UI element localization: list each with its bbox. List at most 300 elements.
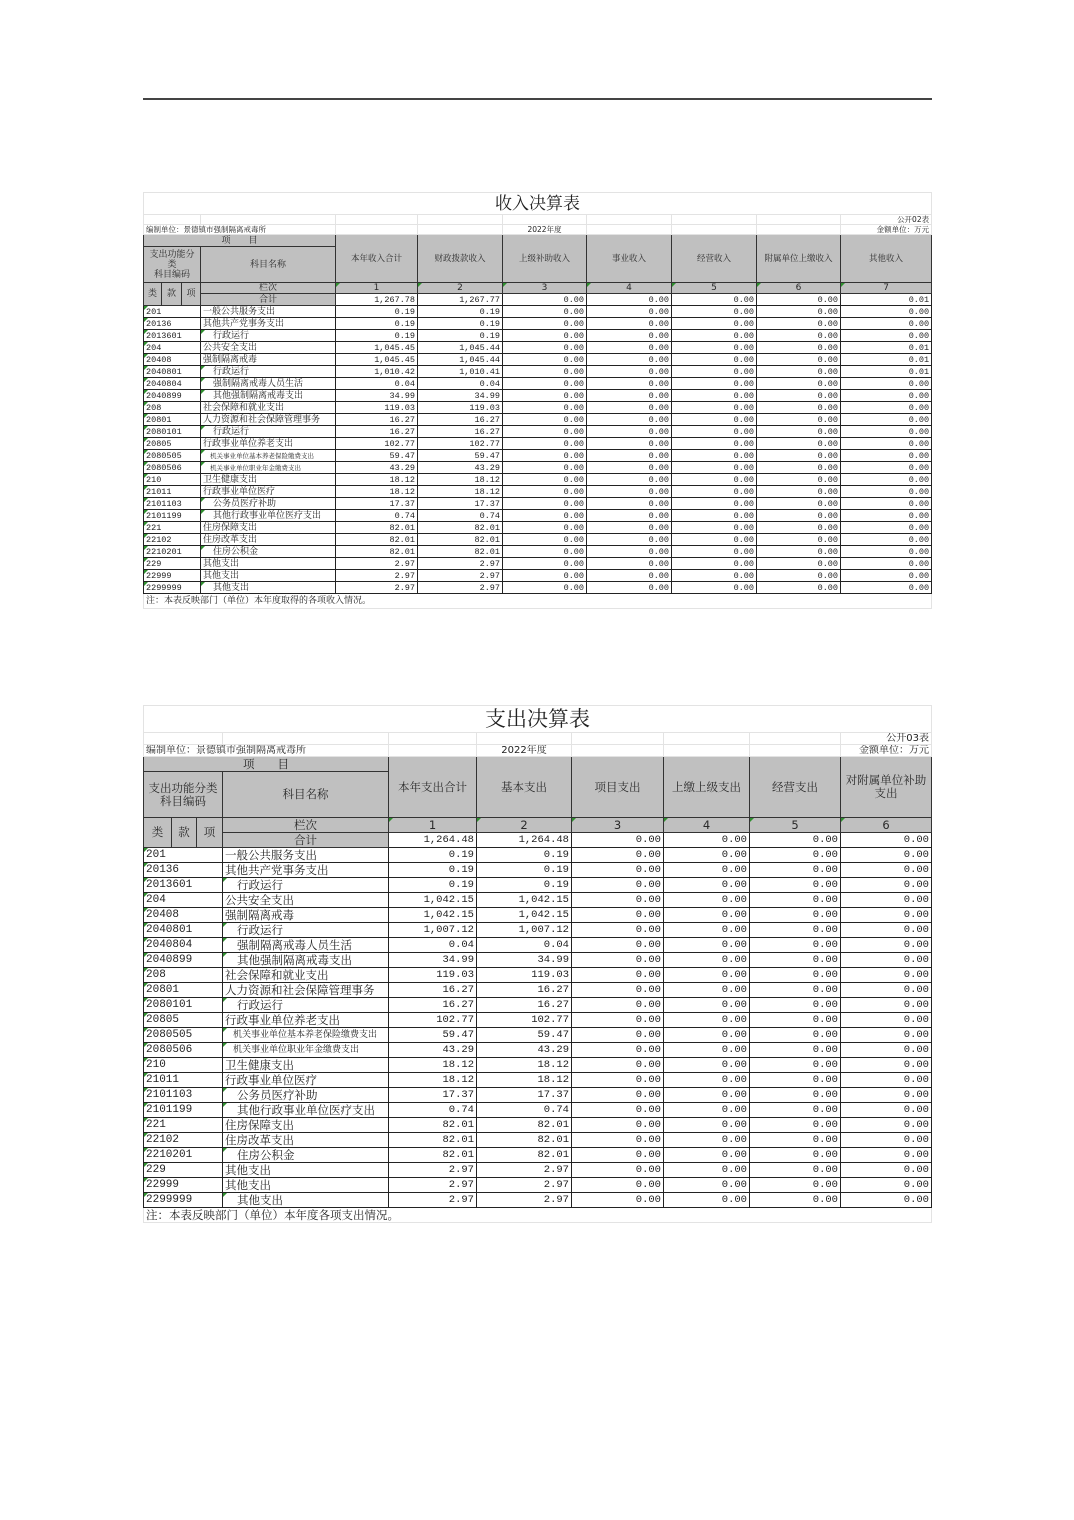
amount-cell: 0.00 [672, 570, 757, 582]
amount-cell: 1,010.42 [336, 366, 418, 378]
amount-cell: 0.00 [750, 878, 841, 893]
amount-cell: 2.97 [418, 570, 503, 582]
subject-code: 2101103 [144, 498, 201, 510]
amount-cell: 0.00 [750, 1043, 841, 1058]
amount-cell: 0.00 [587, 306, 672, 318]
amount-cell: 0.00 [841, 1133, 932, 1148]
amount-cell: 0.19 [389, 878, 477, 893]
amount-cell: 0.19 [336, 318, 418, 330]
amount-cell: 0.00 [572, 1163, 664, 1178]
amount-cell: 0.00 [503, 330, 587, 342]
total-value: 1,264.48 [477, 833, 572, 848]
amount-cell: 0.00 [757, 402, 841, 414]
table-row [144, 318, 932, 330]
amount-cell: 0.00 [572, 923, 664, 938]
amount-cell: 0.00 [750, 1088, 841, 1103]
amount-cell: 0.00 [841, 953, 932, 968]
table-row [144, 1028, 932, 1043]
table-note: 注：本表反映部门（单位）本年度各项支出情况。 [144, 1208, 932, 1223]
amount-cell: 0.00 [841, 893, 932, 908]
amount-cell: 0.00 [503, 570, 587, 582]
amount-cell: 0.00 [572, 863, 664, 878]
table-row [144, 426, 932, 438]
amount-cell: 2.97 [477, 1193, 572, 1208]
subject-name: 社会保障和就业支出 [223, 968, 389, 983]
amount-cell: 0.00 [587, 390, 672, 402]
column-number: 6 [757, 283, 841, 294]
amount-cell: 0.19 [477, 848, 572, 863]
amount-cell: 18.12 [336, 474, 418, 486]
blank-cell [757, 225, 841, 235]
table-row [144, 1193, 932, 1208]
item-sub-header: 项 [182, 283, 201, 306]
amount-cell: 0.00 [587, 366, 672, 378]
column-number: 7 [841, 283, 932, 294]
form-number: 公开02表 [841, 215, 932, 225]
amount-cell: 0.00 [757, 450, 841, 462]
amount-cell: 0.00 [572, 983, 664, 998]
amount-cell: 0.00 [587, 558, 672, 570]
table-row [144, 438, 932, 450]
amount-cell: 0.00 [672, 402, 757, 414]
subject-name: 强制隔离戒毒 [201, 354, 336, 366]
column-number: 1 [389, 818, 477, 833]
amount-cell: 1,045.45 [336, 342, 418, 354]
amount-cell: 119.03 [418, 402, 503, 414]
amount-cell: 0.00 [841, 534, 932, 546]
subject-name: 住房保障支出 [223, 1118, 389, 1133]
amount-cell: 0.00 [841, 570, 932, 582]
amount-cell: 0.74 [389, 1103, 477, 1118]
amount-cell: 0.00 [503, 378, 587, 390]
column-header: 上级补助收入 [503, 235, 587, 283]
amount-cell: 0.00 [841, 1148, 932, 1163]
table-row [144, 366, 932, 378]
amount-cell: 0.00 [572, 908, 664, 923]
subject-name: 强制隔离戒毒人员生活 [201, 378, 336, 390]
table-row [144, 450, 932, 462]
subject-name: 行政运行 [201, 330, 336, 342]
blank-cell [664, 733, 750, 745]
subject-code: 20801 [144, 414, 201, 426]
subject-name: 其他支出 [223, 1178, 389, 1193]
subject-code: 204 [144, 893, 223, 908]
blank-cell [223, 733, 389, 745]
code-group-header: 支出功能分类 科目编码 [144, 247, 201, 283]
amount-cell: 0.00 [841, 546, 932, 558]
expenditure-statement [143, 705, 931, 1223]
subject-code: 201 [144, 848, 223, 863]
amount-cell: 0.00 [841, 908, 932, 923]
amount-cell: 0.00 [503, 582, 587, 594]
amount-cell: 0.00 [750, 923, 841, 938]
amount-cell: 0.00 [757, 510, 841, 522]
table-row [144, 378, 932, 390]
subject-name: 行政运行 [223, 878, 389, 893]
amount-cell: 0.00 [841, 1118, 932, 1133]
column-header: 对附属单位补助支出 [841, 757, 932, 818]
table-row [144, 342, 932, 354]
blank-cell [477, 733, 572, 745]
table-row [144, 558, 932, 570]
amount-cell: 0.00 [841, 878, 932, 893]
amount-cell: 0.00 [757, 438, 841, 450]
amount-cell: 0.00 [503, 534, 587, 546]
table-row [144, 498, 932, 510]
amount-cell: 0.00 [503, 390, 587, 402]
subject-code: 229 [144, 558, 201, 570]
amount-cell: 0.00 [664, 923, 750, 938]
blank-cell [750, 745, 841, 757]
amount-cell: 17.37 [477, 1088, 572, 1103]
column-header: 上缴上级支出 [664, 757, 750, 818]
amount-cell: 2.97 [477, 1178, 572, 1193]
subject-code: 221 [144, 522, 201, 534]
amount-cell: 0.00 [587, 462, 672, 474]
amount-cell: 17.37 [336, 498, 418, 510]
subject-name: 人力资源和社会保障管理事务 [223, 983, 389, 998]
table-row [144, 570, 932, 582]
amount-cell: 2.97 [336, 558, 418, 570]
subject-name: 行政运行 [223, 998, 389, 1013]
amount-cell: 82.01 [336, 522, 418, 534]
amount-cell: 0.00 [672, 498, 757, 510]
amount-cell: 0.00 [572, 1028, 664, 1043]
blank-cell [389, 745, 477, 757]
subject-code: 2210201 [144, 1148, 223, 1163]
amount-cell: 0.00 [572, 1148, 664, 1163]
amount-cell: 2.97 [389, 1193, 477, 1208]
amount-cell: 1,042.15 [389, 908, 477, 923]
amount-cell: 0.00 [841, 558, 932, 570]
amount-cell: 0.00 [750, 1163, 841, 1178]
amount-cell: 0.01 [841, 342, 932, 354]
subject-code: 22999 [144, 570, 201, 582]
amount-cell: 82.01 [389, 1118, 477, 1133]
column-number-label: 栏次 [201, 283, 336, 294]
amount-cell: 1,042.15 [477, 893, 572, 908]
table-row [144, 968, 932, 983]
amount-cell: 1,045.44 [418, 354, 503, 366]
subject-code: 2040899 [144, 390, 201, 402]
amount-cell: 82.01 [418, 522, 503, 534]
table-row [144, 582, 932, 594]
amount-cell: 0.00 [587, 378, 672, 390]
subject-name: 公务员医疗补助 [201, 498, 336, 510]
amount-cell: 0.00 [750, 1103, 841, 1118]
subject-code: 2040899 [144, 953, 223, 968]
table-row [144, 462, 932, 474]
amount-cell: 0.00 [503, 414, 587, 426]
amount-cell: 0.00 [750, 1013, 841, 1028]
subject-name: 行政事业单位养老支出 [201, 438, 336, 450]
amount-cell: 18.12 [477, 1073, 572, 1088]
amount-cell: 0.00 [841, 1163, 932, 1178]
amount-cell: 0.00 [750, 1073, 841, 1088]
amount-cell: 0.00 [841, 426, 932, 438]
subject-name: 其他支出 [201, 570, 336, 582]
subject-name: 行政运行 [201, 426, 336, 438]
table-title: 支出决算表 [144, 706, 932, 733]
column-header: 附属单位上缴收入 [757, 235, 841, 283]
amount-cell: 0.00 [572, 1178, 664, 1193]
blank-cell [144, 215, 201, 225]
amount-cell: 0.00 [841, 390, 932, 402]
amount-cell: 0.00 [587, 318, 672, 330]
amount-cell: 18.12 [336, 486, 418, 498]
table-row [144, 510, 932, 522]
subject-code: 210 [144, 1058, 223, 1073]
amount-cell: 0.00 [757, 378, 841, 390]
subject-code: 2101103 [144, 1088, 223, 1103]
subject-code: 20136 [144, 318, 201, 330]
subject-name: 其他支出 [223, 1193, 389, 1208]
amount-cell: 0.04 [389, 938, 477, 953]
amount-cell: 0.00 [841, 438, 932, 450]
amount-cell: 0.00 [750, 1058, 841, 1073]
amount-cell: 0.00 [664, 878, 750, 893]
amount-cell: 0.01 [841, 366, 932, 378]
amount-cell: 0.00 [587, 486, 672, 498]
column-header: 项目支出 [572, 757, 664, 818]
total-value: 0.00 [587, 294, 672, 306]
column-header: 其他收入 [841, 235, 932, 283]
amount-cell: 0.01 [841, 354, 932, 366]
subject-name: 住房公积金 [201, 546, 336, 558]
amount-cell: 0.00 [587, 450, 672, 462]
amount-cell: 18.12 [418, 486, 503, 498]
table-row [144, 354, 932, 366]
amount-cell: 0.00 [572, 878, 664, 893]
subject-code: 204 [144, 342, 201, 354]
amount-cell: 102.77 [418, 438, 503, 450]
amount-cell: 0.00 [672, 474, 757, 486]
amount-cell: 0.00 [503, 318, 587, 330]
subject-name: 其他共产党事务支出 [201, 318, 336, 330]
subject-code: 201 [144, 306, 201, 318]
column-number: 2 [418, 283, 503, 294]
subject-code: 20805 [144, 438, 201, 450]
subject-code: 2040801 [144, 923, 223, 938]
subject-name: 公共安全支出 [223, 893, 389, 908]
subject-code: 2080506 [144, 462, 201, 474]
amount-cell: 0.00 [672, 330, 757, 342]
subject-code: 2040801 [144, 366, 201, 378]
compiling-unit: 编制单位：景德镇市强制隔离戒毒所 [144, 745, 389, 757]
header-rule [143, 98, 932, 100]
total-label: 合计 [223, 833, 389, 848]
amount-cell: 0.00 [841, 1193, 932, 1208]
amount-cell: 0.00 [757, 486, 841, 498]
subject-name: 其他支出 [201, 582, 336, 594]
blank-cell [757, 215, 841, 225]
table-row [144, 998, 932, 1013]
name-header: 科目名称 [201, 247, 336, 283]
amount-cell: 0.00 [587, 570, 672, 582]
column-header: 经营支出 [750, 757, 841, 818]
subject-name: 机关事业单位职业年金缴费支出 [201, 462, 336, 474]
amount-cell: 0.00 [587, 546, 672, 558]
amount-cell: 0.00 [757, 426, 841, 438]
amount-cell: 0.00 [757, 306, 841, 318]
amount-cell: 16.27 [336, 414, 418, 426]
amount-cell: 0.00 [572, 893, 664, 908]
subject-name: 行政事业单位医疗 [201, 486, 336, 498]
subject-code: 2040804 [144, 378, 201, 390]
amount-cell: 0.00 [841, 863, 932, 878]
table-row [144, 923, 932, 938]
amount-cell: 34.99 [418, 390, 503, 402]
amount-cell: 0.00 [672, 510, 757, 522]
amount-cell: 119.03 [477, 968, 572, 983]
total-value: 0.00 [664, 833, 750, 848]
amount-cell: 59.47 [336, 450, 418, 462]
amount-cell: 82.01 [389, 1133, 477, 1148]
subject-name: 一般公共服务支出 [201, 306, 336, 318]
subject-name: 机关事业单位基本养老保险缴费支出 [223, 1028, 389, 1043]
table-row [144, 1103, 932, 1118]
table-row [144, 1148, 932, 1163]
column-number: 3 [572, 818, 664, 833]
blank-cell [389, 733, 477, 745]
amount-cell: 18.12 [389, 1073, 477, 1088]
total-value: 1,264.48 [389, 833, 477, 848]
amount-cell: 0.00 [841, 1073, 932, 1088]
table-row [144, 953, 932, 968]
amount-cell: 0.00 [841, 1103, 932, 1118]
amount-cell: 17.37 [389, 1088, 477, 1103]
income-table [143, 192, 932, 609]
amount-cell: 0.00 [841, 414, 932, 426]
blank-cell [201, 215, 336, 225]
amount-cell: 0.00 [750, 1133, 841, 1148]
subject-name: 其他行政事业单位医疗支出 [223, 1103, 389, 1118]
table-row [144, 534, 932, 546]
subject-code: 2013601 [144, 330, 201, 342]
amount-cell: 0.00 [841, 330, 932, 342]
subject-name: 机关事业单位职业年金缴费支出 [223, 1043, 389, 1058]
amount-cell: 0.00 [572, 1133, 664, 1148]
subject-code: 20136 [144, 863, 223, 878]
amount-cell: 0.19 [336, 330, 418, 342]
amount-cell: 0.00 [572, 938, 664, 953]
blank-cell [587, 225, 672, 235]
table-note: 注：本表反映部门（单位）本年度取得的各项收入情况。 [144, 594, 932, 609]
amount-cell: 0.00 [587, 474, 672, 486]
amount-cell: 0.00 [757, 330, 841, 342]
amount-cell: 0.00 [664, 968, 750, 983]
amount-cell: 59.47 [477, 1028, 572, 1043]
amount-cell: 0.00 [664, 1028, 750, 1043]
subject-code: 20801 [144, 983, 223, 998]
table-row [144, 402, 932, 414]
amount-cell: 0.00 [503, 450, 587, 462]
blank-cell [144, 733, 223, 745]
subject-name: 卫生健康支出 [201, 474, 336, 486]
amount-cell: 82.01 [418, 534, 503, 546]
amount-cell: 0.00 [587, 414, 672, 426]
amount-cell: 0.00 [672, 522, 757, 534]
amount-cell: 102.77 [477, 1013, 572, 1028]
subject-code: 20408 [144, 908, 223, 923]
subject-code: 2101199 [144, 1103, 223, 1118]
amount-cell: 0.00 [841, 848, 932, 863]
table-row [144, 908, 932, 923]
blank-cell [336, 215, 418, 225]
subject-name: 人力资源和社会保障管理事务 [201, 414, 336, 426]
amount-cell: 0.00 [672, 390, 757, 402]
amount-cell: 16.27 [418, 426, 503, 438]
amount-cell: 102.77 [336, 438, 418, 450]
amount-cell: 0.19 [418, 330, 503, 342]
subject-name: 强制隔离戒毒 [223, 908, 389, 923]
amount-cell: 0.00 [587, 426, 672, 438]
amount-cell: 0.00 [841, 378, 932, 390]
amount-cell: 34.99 [477, 953, 572, 968]
table-row [144, 1178, 932, 1193]
total-label: 合计 [201, 294, 336, 306]
amount-cell: 0.00 [664, 1118, 750, 1133]
amount-cell: 0.00 [664, 1148, 750, 1163]
amount-cell: 1,042.15 [389, 893, 477, 908]
amount-cell: 0.00 [672, 450, 757, 462]
amount-cell: 0.00 [757, 462, 841, 474]
amount-cell: 119.03 [389, 968, 477, 983]
amount-cell: 0.00 [750, 908, 841, 923]
blank-cell [572, 745, 664, 757]
amount-cell: 0.00 [572, 1103, 664, 1118]
amount-cell: 0.00 [503, 306, 587, 318]
amount-cell: 0.74 [336, 510, 418, 522]
subject-name: 行政事业单位医疗 [223, 1073, 389, 1088]
subject-code: 2080101 [144, 998, 223, 1013]
amount-cell: 16.27 [477, 983, 572, 998]
amount-cell: 1,045.44 [418, 342, 503, 354]
amount-cell: 2.97 [389, 1163, 477, 1178]
amount-cell: 0.19 [418, 306, 503, 318]
amount-cell: 0.00 [503, 342, 587, 354]
amount-cell: 0.00 [503, 402, 587, 414]
amount-cell: 0.00 [572, 1073, 664, 1088]
subject-name: 其他行政事业单位医疗支出 [201, 510, 336, 522]
amount-cell: 0.04 [477, 938, 572, 953]
amount-cell: 0.00 [664, 998, 750, 1013]
amount-cell: 0.00 [841, 318, 932, 330]
amount-cell: 0.00 [750, 983, 841, 998]
amount-cell: 0.00 [841, 510, 932, 522]
amount-cell: 0.00 [841, 522, 932, 534]
subject-name: 住房改革支出 [201, 534, 336, 546]
amount-cell: 82.01 [336, 546, 418, 558]
subject-name: 行政运行 [223, 923, 389, 938]
amount-cell: 0.00 [672, 534, 757, 546]
table-row [144, 1073, 932, 1088]
class-header: 类 [144, 283, 162, 306]
amount-cell: 0.00 [757, 558, 841, 570]
amount-cell: 0.00 [750, 1193, 841, 1208]
column-header: 本年支出合计 [389, 757, 477, 818]
amount-cell: 0.00 [672, 318, 757, 330]
blank-cell [672, 225, 757, 235]
amount-cell: 0.19 [389, 863, 477, 878]
amount-cell: 0.74 [477, 1103, 572, 1118]
subject-code: 2299999 [144, 1193, 223, 1208]
amount-cell: 0.00 [587, 498, 672, 510]
amount-cell: 43.29 [477, 1043, 572, 1058]
blank-cell [503, 215, 587, 225]
amount-cell: 0.00 [664, 1013, 750, 1028]
amount-cell: 0.00 [572, 953, 664, 968]
